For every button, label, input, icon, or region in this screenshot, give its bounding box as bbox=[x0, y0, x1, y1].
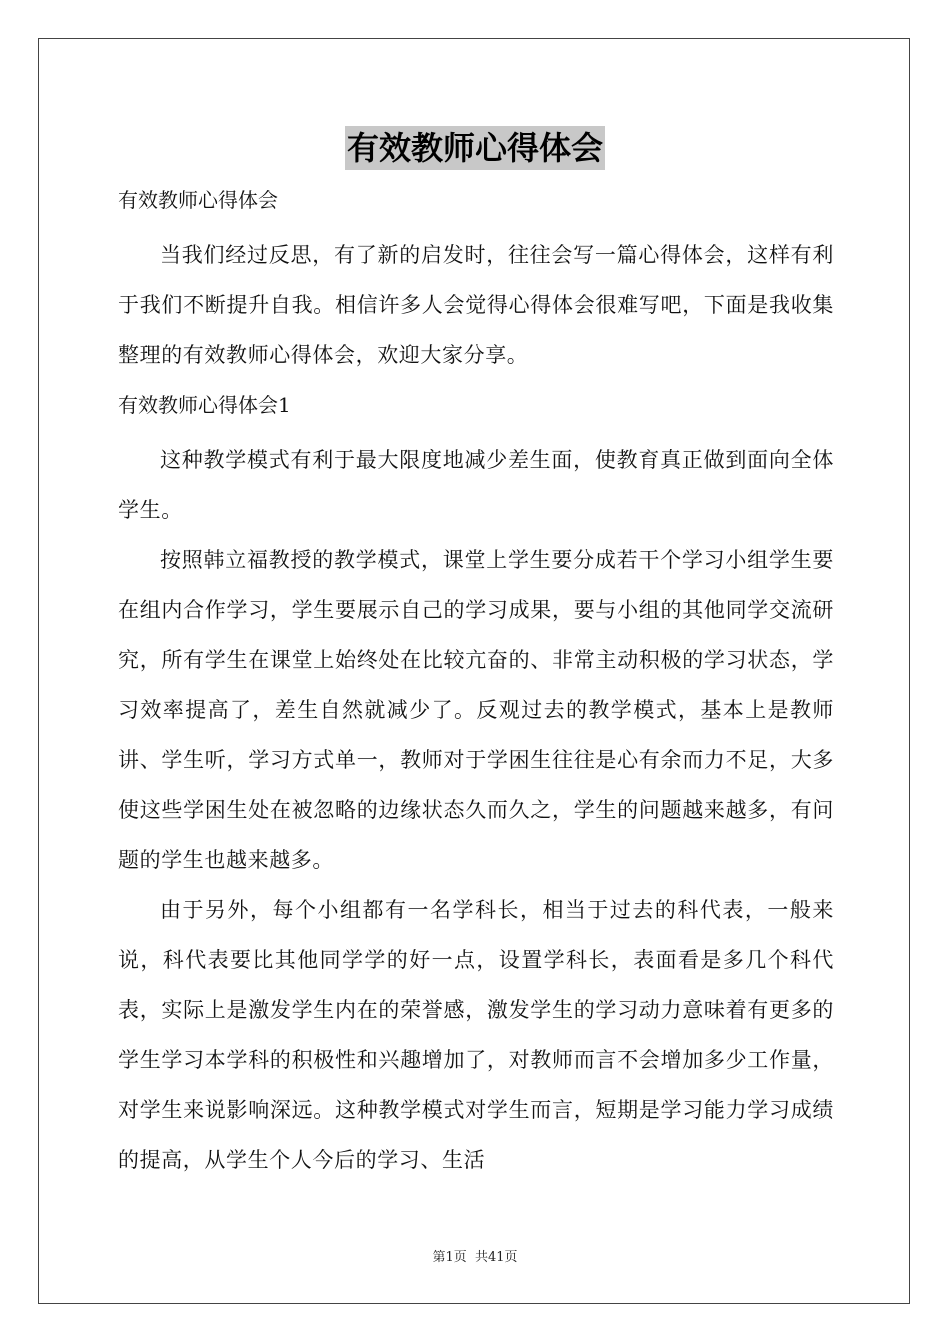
body-paragraph-2: 按照韩立福教授的教学模式，课堂上学生要分成若干个学习小组学生要在组内合作学习，学生要展示自己的学习成果，要与小组的其他同学交流研究，所有学生在课堂上始终处在比较亢奋的、非常主动积极的学习状态，学习效率提高了，差生自然就减少了。反观过去的教学模式，基本上是教师讲、学生听，学习方式单一，教师对于学困生往往是心有余而力不足，大多使这些学困生处在被忽略的边缘状态久而久之，学生的问题越来越多，有问题的学生也越来越多。 bbox=[118, 548, 834, 872]
body-paragraph-1: 这种教学模式有利于最大限度地减少差生面，使教育真正做到面向全体学生。 bbox=[118, 448, 834, 522]
page-number: 第1页 bbox=[432, 1250, 467, 1265]
document-body bbox=[118, 180, 834, 1185]
section-heading: 有效教师心得体会1 bbox=[118, 393, 291, 417]
title-area bbox=[0, 126, 950, 170]
document-subtitle: 有效教师心得体会 bbox=[118, 188, 278, 212]
page-footer bbox=[0, 1246, 950, 1265]
intro-paragraph: 当我们经过反思，有了新的启发时，往往会写一篇心得体会，这样有利于我们不断提升自我。相信许多人会觉得心得体会很难写吧，下面是我收集整理的有效教师心得体会，欢迎大家分享。 bbox=[118, 243, 834, 367]
total-pages: 共41页 bbox=[474, 1250, 518, 1265]
body-paragraph-3: 由于另外，每个小组都有一名学科长，相当于过去的科代表，一般来说，科代表要比其他同学学的好一点，设置学科长，表面看是多几个科代表，实际上是激发学生内在的荣誉感，激发学生的学习动力意味着有更多的学生学习本学科的积极性和兴趣增加了，对教师而言不会增加多少工作量，对学生来说影响深远。这种教学模式对学生而言，短期是学习能力学习成绩的提高，从学生个人今后的学习、生活 bbox=[118, 898, 834, 1172]
document-title: 有效教师心得体会 bbox=[345, 126, 605, 170]
